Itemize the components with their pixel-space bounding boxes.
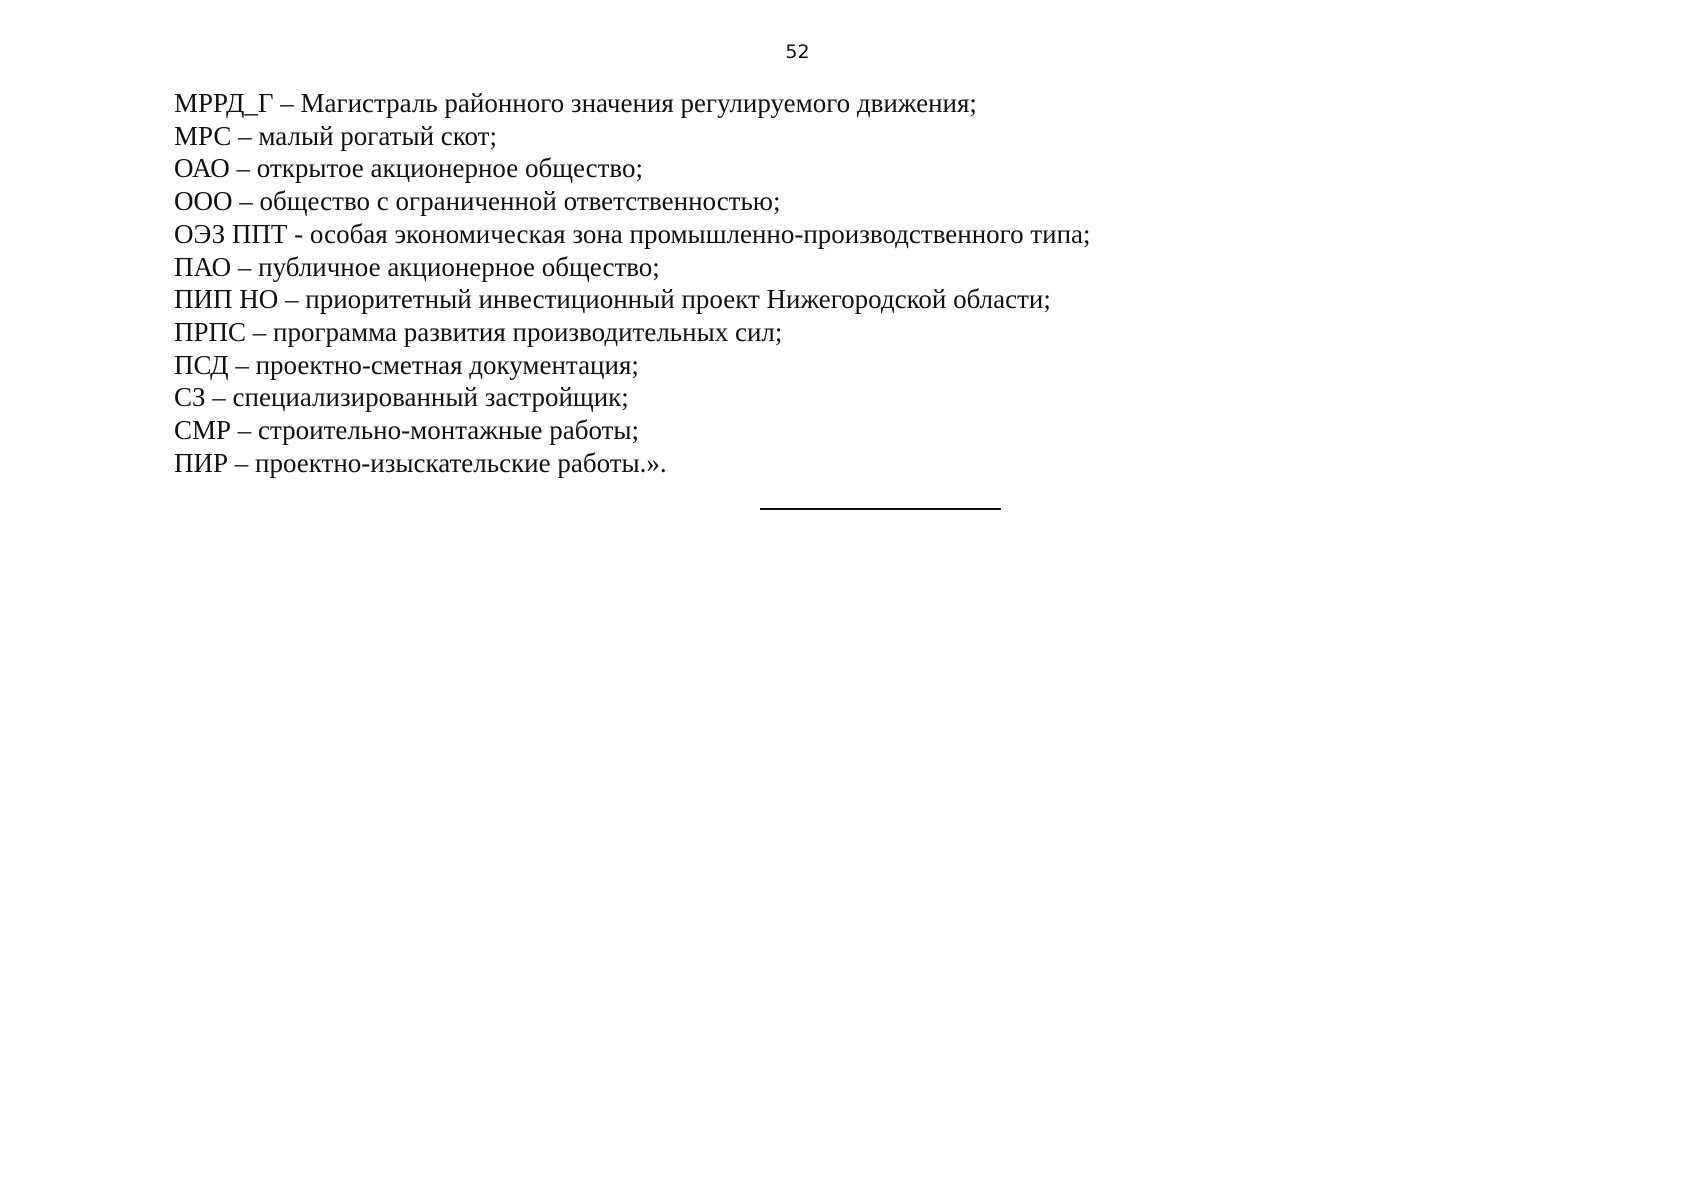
abbreviation-entry: ПРПС – программа развития производительных сил; <box>174 316 783 347</box>
abbreviation-entry: ПСД – проектно-сметная документация; <box>174 349 639 380</box>
abbreviation-entry: МРС – малый рогатый скот; <box>174 120 497 151</box>
abbreviation-entry: ПИР – проектно-изыскательские работы.». <box>174 447 667 478</box>
abbreviation-entry: ООО – общество с ограниченной ответственностью; <box>174 186 781 217</box>
abbreviation-entry: МРРД_Г – Магистраль районного значения регулируемого движения; <box>174 88 977 118</box>
abbreviation-list <box>174 87 1091 479</box>
page-number: 52 <box>785 41 810 63</box>
end-of-document-rule <box>760 508 1001 510</box>
abbreviation-entry: ПАО – публичное акционерное общество; <box>174 251 660 282</box>
abbreviation-entry: ОЭЗ ППТ - особая экономическая зона промышленно-производственного типа; <box>174 218 1091 249</box>
abbreviation-entry: ПИП НО – приоритетный инвестиционный проект Нижегородской области; <box>174 284 1051 315</box>
abbreviation-entry: СМР – строительно-монтажные работы; <box>174 415 640 446</box>
abbreviation-entry: СЗ – специализированный застройщик; <box>174 382 629 413</box>
abbreviation-entry: ОАО – открытое акционерное общество; <box>174 153 643 184</box>
